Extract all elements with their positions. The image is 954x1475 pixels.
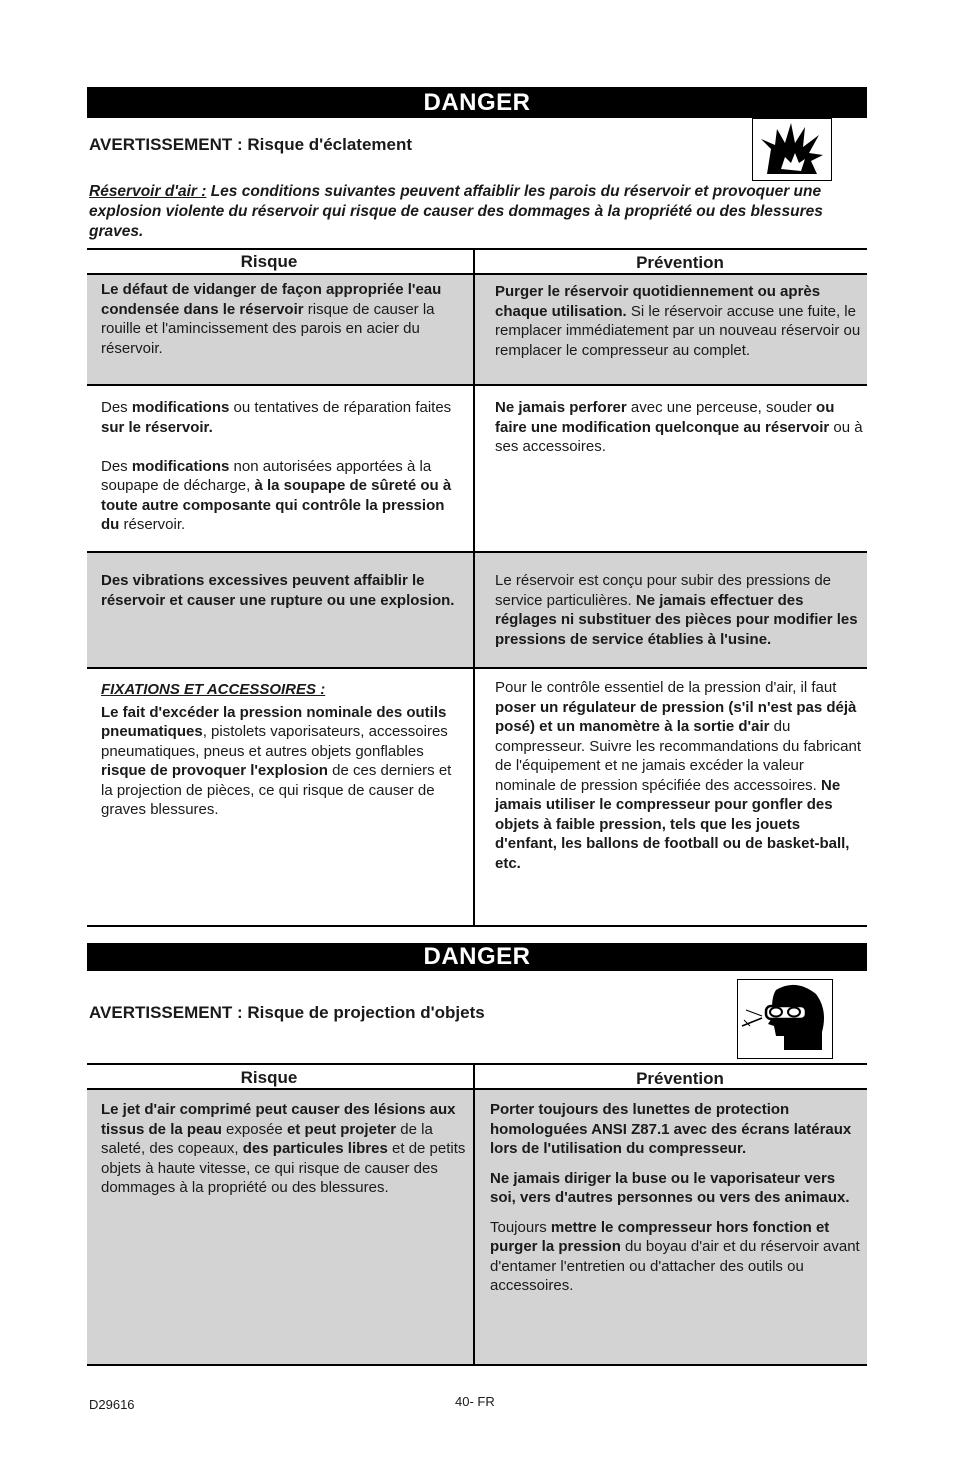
bold-run: des particules libres	[242, 1140, 388, 1157]
row2-risk	[101, 398, 463, 535]
bold-run: Le jet d'air comprimé peut causer des lésions aux tissus de la peau	[101, 1101, 456, 1138]
row2-prevention-text	[495, 398, 863, 457]
row2-risk-text-b	[101, 457, 463, 535]
text-run: Le réservoir est conçu pour subir des pressions de service particulières.	[495, 572, 832, 609]
row5-prevention	[490, 1100, 862, 1296]
text-run: non autorisées apportées à la soupape de décharge,	[101, 457, 432, 494]
text-run: Des	[101, 457, 132, 475]
safety-goggles-icon	[738, 980, 832, 1058]
row1-prevention-text	[495, 282, 865, 360]
bold-run: Ne jamais diriger la buse ou le vaporisateur vers soi, vers d'autres personnes ou vers des animaux.	[490, 1169, 850, 1206]
row1-risk	[101, 280, 461, 358]
intro-text: Les conditions suivantes peuvent affaiblir les parois du réservoir et provoquer une explosion violente du réservoir qui risque de causer des dommages à la propriété ou des blessures graves.	[89, 183, 823, 240]
row3-bottom-rule	[87, 667, 867, 669]
bold-run: mettre le compresseur hors fonction et purger la pression	[490, 1218, 830, 1255]
row5-risk-text	[101, 1100, 467, 1198]
table2-top-rule	[87, 1063, 867, 1065]
table1-col-risk: Risque	[240, 252, 298, 271]
text-run: , pistolets vaporisateurs, accessoires pneumatiques, pneus et autres objets gonflables	[101, 723, 448, 760]
text-run: ou à ses accessoires.	[495, 418, 863, 455]
row4-risk	[101, 680, 463, 820]
danger-banner-1: DANGER	[87, 87, 867, 118]
row5-risk	[101, 1100, 467, 1198]
row2-risk-text-a	[101, 398, 463, 437]
text-run: avec une perceuse, souder	[626, 399, 817, 416]
row4-prevention-text	[495, 678, 865, 873]
text-run: ou tentatives de réparation faites	[229, 399, 452, 416]
explosion-icon	[753, 119, 831, 180]
bold-run: Le fait d'excéder la pression nominale des outils pneumatiques	[101, 703, 447, 740]
row4-risk-text	[101, 703, 463, 820]
row2-prevention	[495, 398, 863, 457]
row5-prevention-text-c	[490, 1218, 862, 1296]
text-run: risque de causer la rouille et l'amincissement des parois en acier du réservoir.	[101, 300, 435, 357]
danger-banner-2: DANGER	[87, 943, 867, 971]
text-run: et de petits objets à haute vitesse, ce qui risque de causer des dommages à la propriété ou des blessures.	[101, 1140, 466, 1196]
row1-prevention	[495, 282, 865, 360]
explosion-icon-box	[752, 118, 832, 181]
row5-prevention-text-b	[490, 1169, 862, 1208]
bold-run: modifications	[131, 399, 230, 416]
table2-col-prevention: Prévention	[636, 1069, 724, 1088]
warning-title-burst: AVERTISSEMENT : Risque d'éclatement	[89, 135, 413, 154]
row1-risk-text	[101, 280, 461, 358]
text-run: Toujours	[490, 1218, 551, 1236]
bold-run: Des vibrations excessives peuvent affaiblir le réservoir et causer une rupture ou une explosion.	[101, 572, 455, 609]
bold-run: Purger le réservoir quotidiennement ou après chaque utilisation.	[495, 283, 821, 320]
text-run: Pour le contrôle essentiel de la pression d'air, il faut	[495, 679, 837, 696]
text-run: de la saleté, des copeaux,	[101, 1120, 433, 1157]
row5-prevention-text-a	[490, 1100, 862, 1159]
text-run: réservoir.	[119, 516, 186, 533]
table1-col-prevention: Prévention	[636, 253, 724, 272]
bold-run: ou faire une modification quelconque au réservoir	[495, 399, 835, 436]
bold-run: poser un régulateur de pression (s'il n'est pas déjà posé) et un manomètre à la sortie d'air	[495, 698, 857, 735]
row3-prevention	[495, 571, 863, 649]
table1-bottom-rule	[87, 925, 867, 927]
bold-run: Porter toujours des lunettes de protection homologuées ANSI Z87.1 avec des écrans latéraux lors de l'utilisation du compresseur.	[490, 1101, 852, 1157]
goggles-icon-box	[737, 979, 833, 1059]
bold-run: et peut projeter	[286, 1120, 397, 1138]
row4-heading: FIXATIONS ET ACCESSOIRES :	[101, 681, 326, 698]
bold-run: Ne jamais perforer	[495, 399, 627, 416]
document-number: D29616	[89, 1397, 135, 1412]
bold-run: Ne jamais effectuer des réglages ni substituer des pièces pour modifier les pressions de service établies à l'usine.	[495, 591, 858, 648]
text-run: de ces derniers et la projection de pièces, ce qui risque de causer de graves blessures.	[101, 762, 452, 818]
row3-risk-text	[101, 571, 467, 610]
intro-label: Réservoir d'air :	[89, 183, 207, 200]
row3-prevention-text	[495, 571, 863, 649]
text-run: du boyau d'air et du réservoir avant d'entamer l'entretien ou d'attacher des outils ou accessoires.	[490, 1238, 860, 1294]
bold-run: risque de provoquer l'explosion	[101, 762, 328, 779]
row4-prevention	[495, 678, 865, 873]
text-run: du compresseur. Suivre les recommandations du fabricant de l'équipement et ne jamais excéder la valeur nominale de pression spécifiée des accessoires.	[495, 718, 862, 794]
text-run: exposée	[221, 1120, 287, 1138]
table1-top-rule	[87, 248, 867, 250]
table2-bottom-rule	[87, 1364, 867, 1366]
bold-run: sur le réservoir.	[101, 418, 213, 436]
bold-run: à la soupape de sûreté ou à toute autre composante qui contrôle la pression du	[101, 477, 452, 533]
warning-title-projection: AVERTISSEMENT : Risque de projection d'objets	[89, 1003, 485, 1022]
intro-paragraph	[89, 182, 859, 242]
row1-bottom-rule	[87, 384, 867, 386]
page-number: 40- FR	[455, 1394, 495, 1409]
text-run: Si le réservoir accuse une fuite, le remplacer immédiatement par un nouveau réservoir ou remplacer le compresseur au complet.	[495, 302, 861, 359]
row3-risk	[101, 571, 467, 610]
bold-run: Le défaut de vidanger de façon appropriée l'eau condensée dans le réservoir	[101, 281, 442, 318]
text-run: Des	[101, 399, 132, 416]
table2-col-risk: Risque	[240, 1068, 298, 1087]
bold-run: modifications	[131, 457, 230, 475]
bold-run: Ne jamais utiliser le compresseur pour gonfler des objets à faible pression, tels que les jouets d'enfant, les ballons de football ou de basket-ball, etc.	[495, 776, 850, 872]
